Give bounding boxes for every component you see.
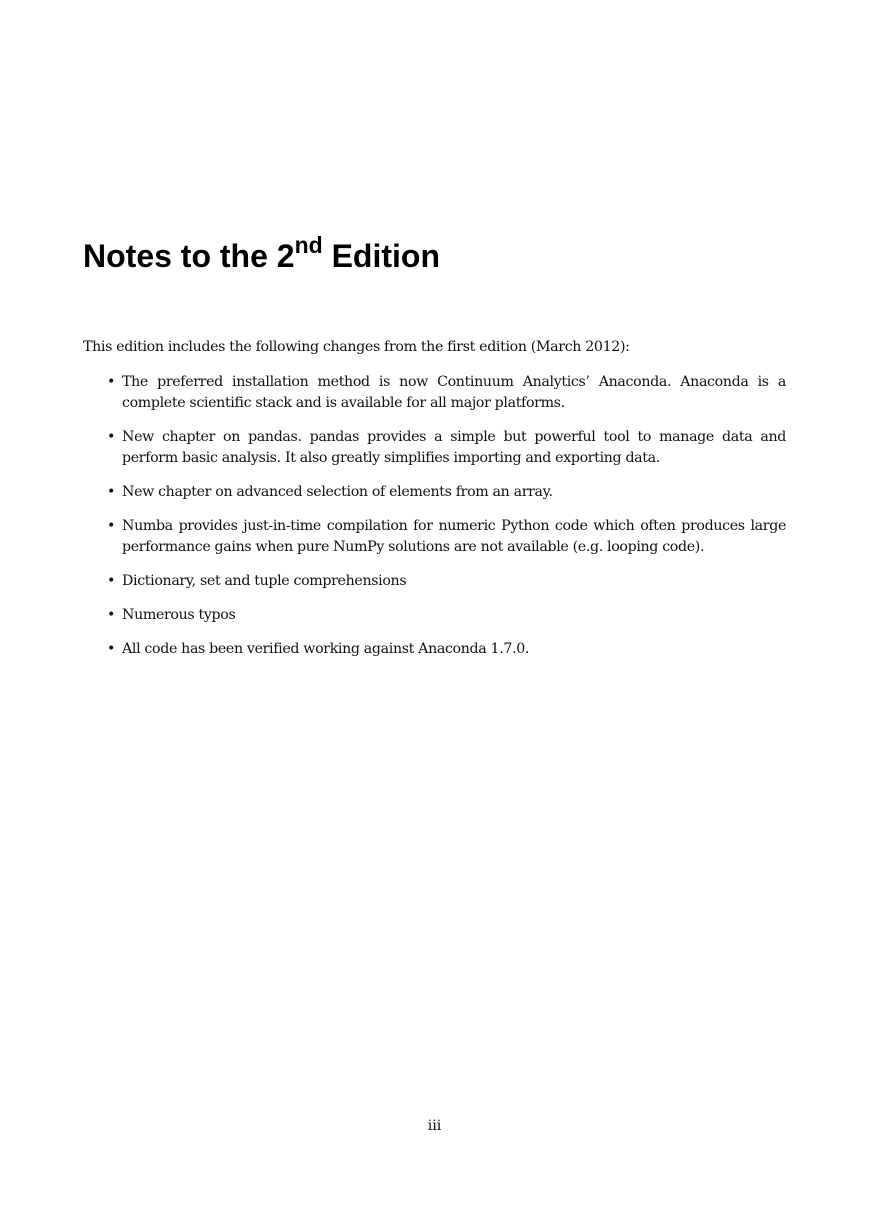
chapter-title-text: Notes to the 2 [83,238,295,274]
changes-list [122,372,786,673]
list-item: • New chapter on advanced selection of elements from an array. [122,482,786,503]
chapter-title [83,232,440,276]
chapter-title-superscript: nd [294,232,323,259]
list-item: • Numba provides just-in-time compilation for numeric Python code which often produces large performance gains when pure NumPy solutions are not available (e.g. looping code). [122,516,786,558]
page-number: iii [427,1118,442,1134]
chapter-title-suffix: Edition [322,238,440,274]
list-item: • New chapter on pandas. pandas provides a simple but powerful tool to manage data and perform basic analysis. It also greatly simplifies importing and exporting data. [122,427,786,469]
list-item: • Dictionary, set and tuple comprehensions [122,571,786,592]
list-item: • Numerous typos [122,605,786,626]
intro-paragraph: This edition includes the following changes from the first edition (March 2012): [83,339,630,355]
list-item: • All code has been verified working against Anaconda 1.7.0. [122,639,786,660]
list-item: • The preferred installation method is now Continuum Analytics’ Anaconda. Anaconda is a complete scientific stack and is available for all major platforms. [122,372,786,414]
